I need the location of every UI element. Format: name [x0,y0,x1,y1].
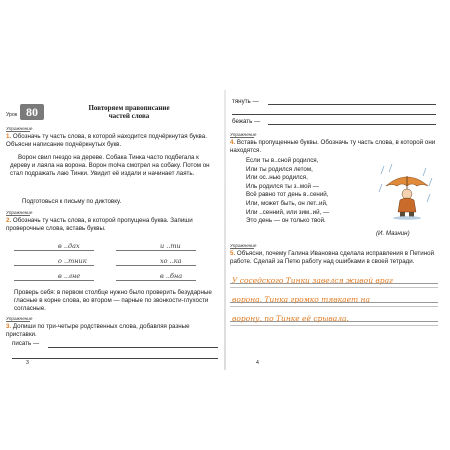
exercise-5-number: 5. [230,250,236,257]
poem-line: Или, может быть, он лет..ий, [246,199,328,207]
poem-author: (И. Мазнин) [376,230,410,237]
umbrella-boy-illustration [378,164,436,220]
passage-text: Ворон свил гнездо на дереве. Собака Тинка часто подбегала к дереву и лаяла на ворона. Ворон molча смотрел на собаку. Потом он стал подражать лаю Тинки. Увидит её издали и начинает лаять. [10,154,210,178]
title-line-2: частей слова [108,112,150,120]
exercise-3-number: 3. [6,323,12,330]
answer-line[interactable] [268,124,436,125]
self-check-text: Проверь себя: в первом столбце нужно было проверить безударные гласные в корне слова, во втором — парные по звонкости-глухости согласные. [14,289,212,313]
exercise-3-word: писать — [12,340,40,347]
page-number: 3 [26,360,29,366]
word-4: и ..ти [160,242,181,250]
answer-line[interactable] [116,280,196,281]
exercise-5-label: Упражнение [230,243,257,248]
exercise-4-label: Упражнение [230,132,257,137]
word-bezhat: бежать — [232,118,261,125]
poem [246,157,376,226]
word-1: в ..дах [58,242,80,250]
exercise-4-number: 4. [230,139,236,146]
exercise-2-text [6,217,216,233]
lesson-prefix: Урок [6,112,18,118]
exercise-3-label: Упражнение [6,316,33,321]
dictation-note: Подготовься к письму по диктовку. [22,198,122,205]
divider [6,131,30,132]
exercise-1-text [6,133,216,149]
left-page [6,90,224,370]
word-6: в ..бна [160,272,183,280]
handwriting-line: ворона. Тинка громко тявкает на [232,295,370,304]
word-3: в ..лне [58,272,81,280]
answer-line[interactable] [232,114,436,115]
word-tyanut: тянуть — [232,98,259,105]
word-2: о ..тник [58,257,87,265]
handwriting-line: ворону, по Тинке её срывала. [232,314,349,323]
exercise-2-label: Упражнение [6,210,33,215]
handwriting-line: У соседского Тинки завелся живой враг [232,276,393,285]
answer-line[interactable] [116,265,196,266]
word-5: хо ..ка [160,257,182,265]
poem-line: Это день — он только твой. [246,217,326,225]
exercise-3-text [6,323,216,339]
poem-line: Или ты родился летом, [246,165,313,173]
exercise-5-text [230,250,438,266]
poem-line: Если ты в..сной родился, [246,157,319,164]
exercise-5-instruction: Объясни, почему Галина Ивановна сделала исправления в Петиной работе. Сделай за Петю работу над ошибками в своей тетради. [230,250,435,266]
answer-line[interactable] [48,347,218,348]
poem-line: Или ..сенний, или зим..ий, — [246,208,330,216]
exercise-2-number: 2. [6,217,12,224]
lesson-title [54,104,204,120]
answer-line[interactable] [14,280,94,281]
exercise-1-label: Упражнение [6,126,33,131]
divider [6,215,30,216]
answer-line[interactable] [14,265,94,266]
poem-line: Иль родился ты з..мой — [246,182,319,190]
poem-line: Всё равно тот день в..сений, [246,191,329,199]
page-number: 4 [256,360,259,366]
exercise-4-text [230,139,438,155]
answer-line[interactable] [116,250,196,251]
exercise-1-number: 1. [6,133,12,140]
divider [230,248,254,249]
exercise-2-instruction: Обозначь ту часть слова, в которой пропущена буква. Запиши проверочные слова, вставь буквы. [6,217,193,233]
lesson-number-badge: 80 [20,104,44,120]
divider [6,321,30,322]
exercise-3-instruction: Допиши по три-четыре родственных слова, добавляя разные приставки. [6,323,190,339]
exercise-1-instruction: Обозначь ту часть слова, в которой находится подчёркнутая буква. Объясни написание подчёркнутых букв. [6,133,207,149]
poem-line: Или ос..нью родился, [246,174,308,182]
divider [230,137,254,138]
answer-line[interactable] [12,358,218,359]
handwritten-work [230,274,438,336]
exercise-4-instruction: Вставь пропущенные буквы. Обозначь ту часть слова, в которой они находятся. [230,139,436,155]
title-line-1: Повторяем правописание [88,104,170,112]
right-page [226,90,446,370]
answer-line[interactable] [268,104,436,105]
answer-line[interactable] [14,250,94,251]
